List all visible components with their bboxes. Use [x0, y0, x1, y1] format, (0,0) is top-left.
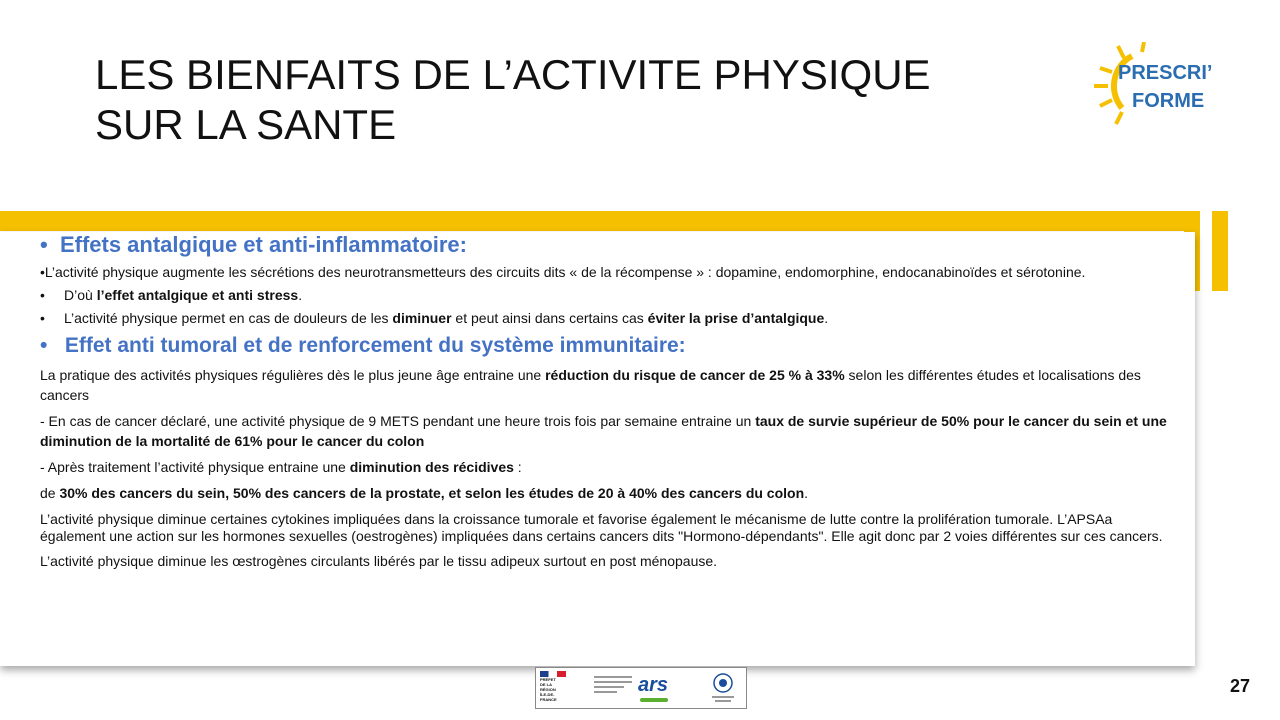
paragraph-cancer-declare: - En cas de cancer déclaré, une activité physique de 9 METS pendant une heure trois fois par semaine entraine un taux de survie supérieur de 50% pour le cancer du sein et une diminution de la mortalité de 61% pour le cancer du colon [40, 413, 1167, 449]
ars-logo: ars [638, 674, 669, 696]
prescriforme-logo [1092, 42, 1232, 126]
logo-word-forme: FORME [1132, 90, 1205, 112]
ars-swoosh-icon [640, 698, 668, 702]
paragraph-oestrogenes: L’activité physique diminue les œstrogènes circulants libérés par le tissu adipeux surtout en post ménopause. [40, 553, 718, 569]
heading-bullet: • [40, 334, 48, 357]
bullet-douleurs [40, 310, 1180, 327]
paragraph-recidives-stats: de 30% des cancers du sein, 50% des cancers de la prostate, et selon les études de 20 à 40% des cancers du colon. [40, 485, 809, 501]
paragraph-reduction-risque: La pratique des activités physiques régulières dès le plus jeune âge entraine une réduction du risque de cancer de 25 % à 33% selon les différentes études et localisations des cancers [40, 367, 1141, 403]
bullet-dot: • [40, 310, 45, 326]
section-heading-antalgique [40, 232, 1180, 258]
partner-logos [535, 667, 747, 709]
title-line-2: SUR LA SANTE [95, 101, 397, 148]
logo-word-prescri: PRESCRI’ [1118, 62, 1213, 84]
section-heading-anti-tumoral [40, 333, 1180, 359]
drjscs-text-lines [594, 676, 632, 693]
page-number: 27 [1230, 676, 1251, 696]
paragraph-neurotransmitters: •L’activité physique augmente les sécrétions des neurotransmetteurs des circuits dits « de la récompense » : dopamine, endomorphine, endocanabinoïdes et sérotonine. [40, 264, 1086, 280]
prefet-text-1: PRÉFET [540, 677, 556, 682]
slide-content [40, 232, 1180, 576]
title-line-1: LES BIENFAITS DE L’ACTIVITE PHYSIQUE [95, 51, 931, 98]
heading-bullet: • [40, 232, 48, 257]
paragraph-apres-traitement: - Après traitement l’activité physique entraine une diminution des récidives : [40, 459, 522, 475]
bullet-effet-antalgique [40, 287, 1180, 304]
prefet-text-2: DE LA RÉGION [540, 682, 556, 692]
slide-title [95, 50, 1055, 150]
prefet-logo [540, 671, 566, 705]
heading-text: Effet anti tumoral et de renforcement du système immunitaire: [64, 334, 686, 357]
seal-icon [708, 671, 738, 705]
accent-stripe-vertical-2 [1212, 211, 1228, 291]
bullet-text: L’activité physique permet en cas de douleurs de les diminuer et peut ainsi dans certains cas éviter la prise d’antalgique. [64, 310, 829, 326]
bullet-dot: • [40, 287, 45, 303]
heading-text: Effets antalgique et anti-inflammatoire: [59, 232, 467, 257]
bullet-text: D’où l’effet antalgique et anti stress. [64, 287, 303, 303]
paragraph-cytokines: L’activité physique diminue certaines cytokines impliquées dans la croissance tumorale et favorise également le mécanisme de lutte contre la prolifération tumorale. L’APSAa également une action sur les hormones sexuelles (oestrogènes) impliquées dans certains cancers dits "Hormono-dépendants". Elle agit donc par 2 voies différentes sur ces cancers. [40, 511, 1163, 544]
prefet-text-3: ÎLE-DE-FRANCE [540, 692, 557, 702]
accent-stripe-horizontal [0, 211, 1200, 231]
